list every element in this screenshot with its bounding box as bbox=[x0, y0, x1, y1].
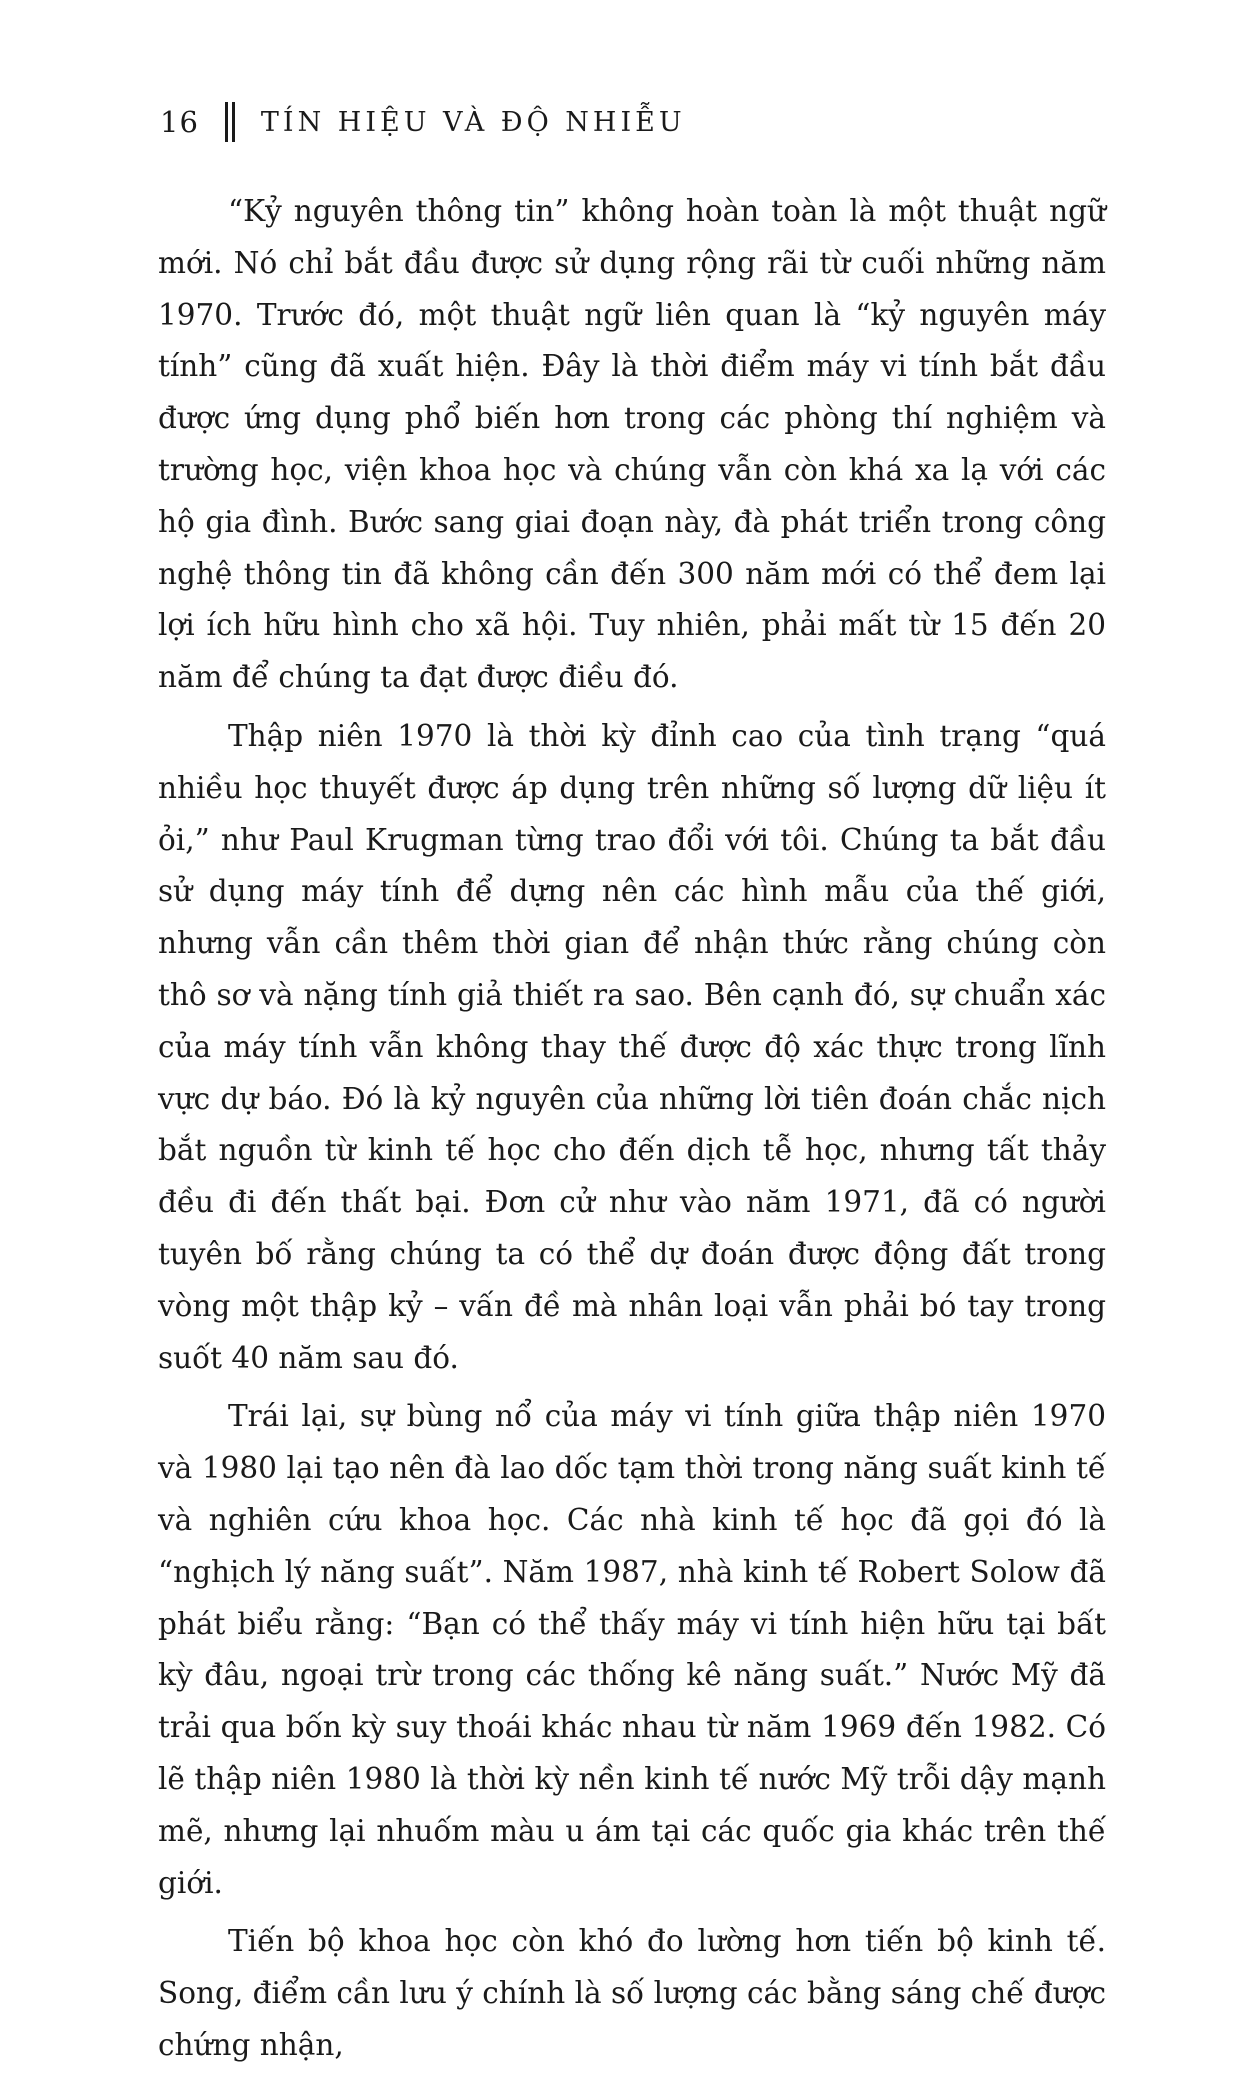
book-title: TÍN HIỆU VÀ ĐỘ NHIỄU bbox=[260, 106, 686, 138]
running-head bbox=[160, 100, 686, 144]
paragraph-3: Trái lại, sự bùng nổ của máy vi tính giữa thập niên 1970 và 1980 lại tạo nên đà lao dốc tạm thời trong năng suất kinh tế và nghiên cứu khoa học. Các nhà kinh tế học đã gọi đó là “nghịch lý năng suất”. Năm 1987, nhà kinh tế Robert Solow đã phát biểu rằng: “Bạn có thể thấy máy vi tính hiện hữu tại bất kỳ đâu, ngoại trừ trong các thống kê năng suất.” Nước Mỹ đã trải qua bốn kỳ suy thoái khác nhau từ năm 1969 đến 1982. Có lẽ thập niên 1980 là thời kỳ nền kinh tế nước Mỹ trỗi dậy mạnh mẽ, nhưng lại nhuốm màu u ám tại các quốc gia khác trên thế giới. bbox=[158, 1399, 1106, 1900]
double-rule-divider bbox=[225, 102, 235, 142]
paragraph-4: Tiến bộ khoa học còn khó đo lường hơn tiến bộ kinh tế. Song, điểm cần lưu ý chính là số lượng các bằng sáng chế được chứng nhận, bbox=[158, 1924, 1106, 2062]
body-text bbox=[158, 186, 1106, 2079]
paragraph-2: Thập niên 1970 là thời kỳ đỉnh cao của tình trạng “quá nhiều học thuyết được áp dụng trên những số lượng dữ liệu ít ỏi,” như Paul Krugman từng trao đổi với tôi. Chúng ta bắt đầu sử dụng máy tính để dựng nên các hình mẫu của thế giới, nhưng vẫn cần thêm thời gian để nhận thức rằng chúng còn thô sơ và nặng tính giả thiết ra sao. Bên cạnh đó, sự chuẩn xác của máy tính vẫn không thay thế được độ xác thực trong lĩnh vực dự báo. Đó là kỷ nguyên của những lời tiên đoán chắc nịch bắt nguồn từ kinh tế học cho đến dịch tễ học, nhưng tất thảy đều đi đến thất bại. Đơn cử như vào năm 1971, đã có người tuyên bố rằng chúng ta có thể dự đoán được động đất trong vòng một thập kỷ – vấn đề mà nhân loại vẫn phải bó tay trong suốt 40 năm sau đó. bbox=[158, 718, 1106, 1375]
page-number: 16 bbox=[160, 105, 199, 139]
paragraph-1: “Kỷ nguyên thông tin” không hoàn toàn là một thuật ngữ mới. Nó chỉ bắt đầu được sử dụng rộng rãi từ cuối những năm 1970. Trước đó, một thuật ngữ liên quan là “kỷ nguyên máy tính” cũng đã xuất hiện. Đây là thời điểm máy vi tính bắt đầu được ứng dụng phổ biến hơn trong các phòng thí nghiệm và trường học, viện khoa học và chúng vẫn còn khá xa lạ với các hộ gia đình. Bước sang giai đoạn này, đà phát triển trong công nghệ thông tin đã không cần đến 300 năm mới có thể đem lại lợi ích hữu hình cho xã hội. Tuy nhiên, phải mất từ 15 đến 20 năm để chúng ta đạt được điều đó. bbox=[158, 194, 1106, 695]
